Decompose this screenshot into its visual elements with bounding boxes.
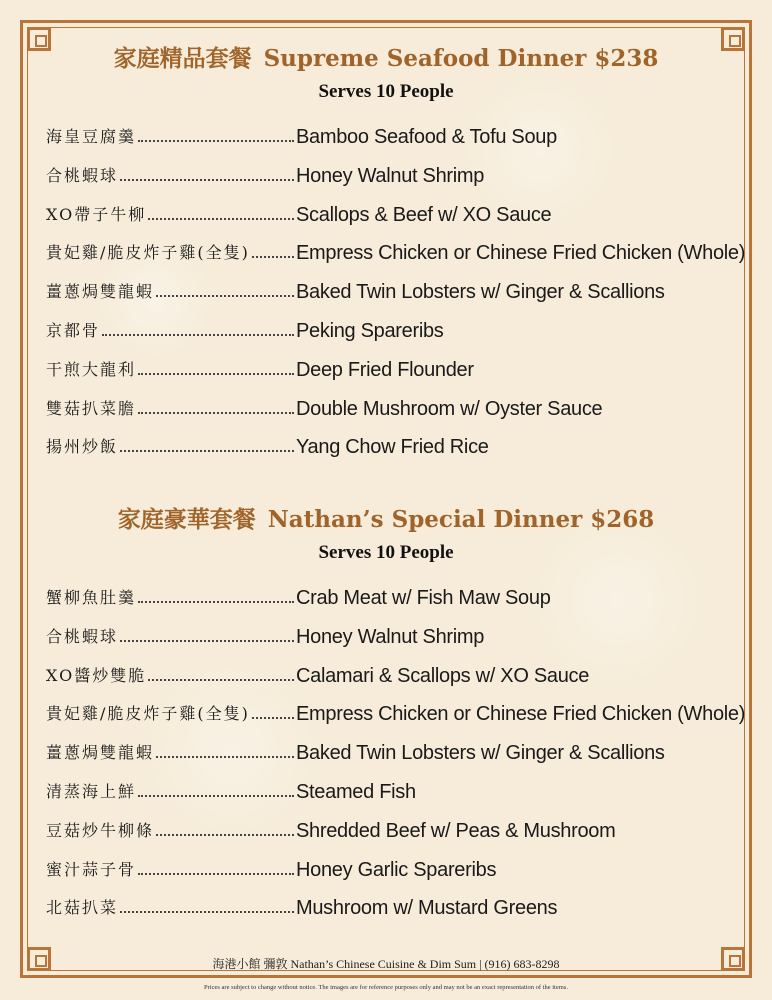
menu-item-english: Honey Garlic Spareribs bbox=[296, 858, 497, 881]
menu-item bbox=[46, 581, 736, 611]
menu-item-chinese: XO醬炒雙脆 bbox=[46, 665, 147, 685]
menu-item bbox=[46, 198, 736, 228]
section1-title-cn: 家庭精品套餐 bbox=[113, 45, 252, 72]
menu-item-english: Peking Spareribs bbox=[296, 320, 444, 342]
menu-item-chinese: 豆菇炒牛柳條 bbox=[46, 820, 155, 840]
dot-leader bbox=[120, 179, 294, 181]
dot-leader bbox=[148, 218, 294, 220]
dot-leader bbox=[138, 140, 294, 142]
section2-serves: Serves 10 People bbox=[318, 542, 454, 563]
footer-contact: 海港小館 彌敦 Nathan’s Chinese Cuisine & Dim Sum | (916) 683-8298 bbox=[212, 957, 560, 971]
menu-item-english: Steamed Fish bbox=[296, 781, 416, 803]
menu-item bbox=[46, 120, 736, 150]
menu-item-chinese: 貴妃雞/脆皮炸子雞(全隻) bbox=[46, 243, 250, 263]
menu-item-english: Baked Twin Lobsters w/ Ginger & Scallions bbox=[296, 742, 665, 765]
menu-item bbox=[46, 353, 736, 383]
menu-item-english: Honey Walnut Shrimp bbox=[296, 164, 485, 187]
menu-item bbox=[46, 659, 736, 689]
menu-item-english: Baked Twin Lobsters w/ Ginger & Scallions bbox=[296, 281, 665, 304]
menu-item-english: Scallops & Beef w/ XO Sauce bbox=[296, 203, 552, 226]
menu-item bbox=[46, 814, 736, 844]
menu-item bbox=[46, 392, 736, 422]
menu-item-english: Double Mushroom w/ Oyster Sauce bbox=[296, 397, 603, 420]
dot-leader bbox=[148, 679, 294, 681]
menu-item bbox=[46, 736, 736, 766]
dot-leader bbox=[252, 256, 294, 258]
menu-item-chinese: 清蒸海上鮮 bbox=[46, 782, 137, 801]
menu-item-english: Yang Chow Fried Rice bbox=[296, 436, 489, 459]
section2-title-en: Nathan’s Special Dinner $268 bbox=[267, 506, 655, 533]
dot-leader bbox=[138, 873, 294, 875]
menu-item-chinese: 干煎大龍利 bbox=[46, 359, 137, 379]
menu-item bbox=[46, 275, 736, 305]
menu-item-chinese: 薑蔥焗雙龍蝦 bbox=[46, 282, 155, 302]
menu-item-english: Honey Walnut Shrimp bbox=[296, 625, 485, 648]
menu-item-chinese: 薑蔥焗雙龍蝦 bbox=[46, 743, 155, 763]
menu-item-chinese: 京都骨 bbox=[46, 321, 101, 340]
dot-leader bbox=[138, 795, 294, 797]
menu-item bbox=[46, 697, 746, 727]
menu-item-chinese: 合桃蝦球 bbox=[46, 626, 119, 646]
section1-title bbox=[0, 40, 772, 73]
section1-serves: Serves 10 People bbox=[318, 81, 454, 102]
dot-leader bbox=[120, 640, 294, 642]
menu-item bbox=[46, 314, 736, 344]
menu-item-english: Shredded Beef w/ Peas & Mushroom bbox=[296, 819, 616, 842]
section1-title-en: Supreme Seafood Dinner $238 bbox=[263, 45, 659, 72]
menu-item bbox=[46, 620, 736, 650]
dot-leader bbox=[138, 601, 294, 603]
menu-item bbox=[46, 775, 736, 805]
menu-item-chinese: 北菇扒菜 bbox=[46, 898, 119, 918]
menu-item-chinese: XO帶子牛柳 bbox=[46, 204, 147, 224]
menu-item bbox=[46, 236, 746, 266]
section2-title-cn: 家庭豪華套餐 bbox=[117, 506, 256, 533]
menu-item-chinese: 貴妃雞/脆皮炸子雞(全隻) bbox=[46, 704, 250, 724]
menu-item-english: Empress Chicken or Chinese Fried Chicken (Whole) bbox=[296, 703, 746, 726]
menu-item bbox=[46, 159, 736, 189]
menu-item-chinese: 雙菇扒菜膽 bbox=[46, 398, 137, 418]
menu-item-chinese: 海皇豆腐羹 bbox=[46, 127, 137, 146]
dot-leader bbox=[138, 373, 294, 375]
dot-leader bbox=[156, 756, 294, 758]
footer-disclaimer: Prices are subject to change without notice. The images are for reference purposes only and may not be an exact representation of the items. bbox=[204, 984, 568, 991]
menu-item-english: Empress Chicken or Chinese Fried Chicken (Whole) bbox=[296, 242, 746, 265]
menu-item-chinese: 蟹柳魚肚羹 bbox=[46, 588, 137, 607]
menu-item bbox=[46, 430, 736, 460]
section2-title bbox=[0, 501, 772, 534]
dot-leader bbox=[252, 717, 294, 719]
dot-leader bbox=[120, 911, 294, 913]
dot-leader bbox=[156, 295, 294, 297]
menu-item-english: Bamboo Seafood & Tofu Soup bbox=[296, 126, 557, 148]
menu-item-english: Deep Fried Flounder bbox=[296, 358, 474, 381]
menu-item-chinese: 蜜汁蒜子骨 bbox=[46, 859, 137, 879]
menu-item bbox=[46, 891, 736, 921]
menu-item-chinese: 合桃蝦球 bbox=[46, 165, 119, 185]
menu-item-chinese: 揚州炒飯 bbox=[46, 437, 119, 457]
menu-item-english: Calamari & Scallops w/ XO Sauce bbox=[296, 664, 590, 687]
dot-leader bbox=[120, 450, 294, 452]
menu-item bbox=[46, 853, 736, 883]
menu-item-english: Crab Meat w/ Fish Maw Soup bbox=[296, 587, 551, 609]
menu-item-english: Mushroom w/ Mustard Greens bbox=[296, 897, 558, 920]
dot-leader bbox=[156, 834, 294, 836]
dot-leader bbox=[102, 334, 294, 336]
dot-leader bbox=[138, 412, 294, 414]
